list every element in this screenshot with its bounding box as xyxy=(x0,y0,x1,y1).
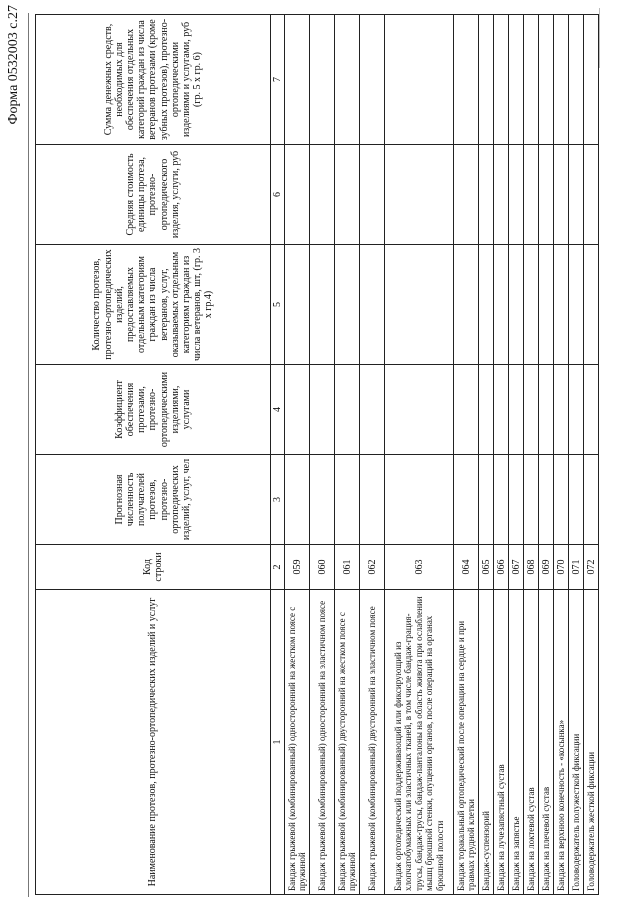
row-name: Головодержатель полужесткой фиксации xyxy=(569,590,584,895)
row-code: 072 xyxy=(584,545,599,590)
empty-cell xyxy=(385,145,454,245)
empty-cell xyxy=(310,455,335,545)
empty-cell xyxy=(509,15,524,145)
row-code: 060 xyxy=(310,545,335,590)
empty-cell xyxy=(285,455,310,545)
header-forecast: Прогнозная численность получателей протезов, протезно-ортопедических изделий, услуг, чел xyxy=(36,455,271,545)
row-name: Бандаж на лучезапястный сустав xyxy=(494,590,509,895)
empty-cell xyxy=(310,365,335,455)
column-number: 2 xyxy=(271,545,285,590)
row-code: 063 xyxy=(385,545,454,590)
row-name: Бандаж грыжевой (комбинированный) двусторонний на жестком поясе с пружиной xyxy=(335,590,360,895)
empty-cell xyxy=(479,245,494,365)
empty-cell xyxy=(554,455,569,545)
empty-cell xyxy=(385,15,454,145)
form-code: Форма 0532003 с.27 xyxy=(6,5,21,125)
table-row xyxy=(539,15,554,895)
column-number: 4 xyxy=(271,365,285,455)
row-code: 064 xyxy=(454,545,479,590)
empty-cell xyxy=(584,145,599,245)
empty-cell xyxy=(479,15,494,145)
empty-cell xyxy=(494,365,509,455)
empty-cell xyxy=(554,245,569,365)
table-row xyxy=(310,15,335,895)
row-name: Бандаж-суспензорий xyxy=(479,590,494,895)
empty-cell xyxy=(454,245,479,365)
empty-cell xyxy=(509,245,524,365)
empty-cell xyxy=(509,145,524,245)
table-row xyxy=(385,15,454,895)
header-total-sum: Сумма денежных средств, необходимых для обеспечения отдельных категорий граждан из числа ветеранов протезами (кроме зубных протезов), протезно-ортопедическими изделиями и услугами, руб (гр. 5 х гр. 6) xyxy=(36,15,271,145)
empty-cell xyxy=(335,455,360,545)
header-code: Код строки xyxy=(36,545,271,590)
empty-cell xyxy=(539,145,554,245)
empty-cell xyxy=(554,15,569,145)
empty-cell xyxy=(479,145,494,245)
header-avg-cost: Средняя стоимость единицы протеза, протезно-ортопедического изделия, услуги, руб xyxy=(36,145,271,245)
table-row xyxy=(494,15,509,895)
empty-cell xyxy=(569,15,584,145)
table-row xyxy=(479,15,494,895)
table-row xyxy=(509,15,524,895)
header-name: Наименование протезов, протезно-ортопедических изделий и услуг xyxy=(36,590,271,895)
empty-cell xyxy=(569,455,584,545)
empty-cell xyxy=(494,245,509,365)
row-code: 065 xyxy=(479,545,494,590)
empty-cell xyxy=(454,365,479,455)
budget-table xyxy=(35,14,599,895)
column-number-row xyxy=(271,15,285,895)
row-code: 062 xyxy=(360,545,385,590)
empty-cell xyxy=(584,455,599,545)
row-code: 070 xyxy=(554,545,569,590)
empty-cell xyxy=(524,145,539,245)
empty-cell xyxy=(385,455,454,545)
table-row xyxy=(584,15,599,895)
empty-cell xyxy=(360,365,385,455)
empty-cell xyxy=(335,145,360,245)
empty-cell xyxy=(569,145,584,245)
empty-cell xyxy=(584,15,599,145)
row-code: 061 xyxy=(335,545,360,590)
empty-cell xyxy=(584,245,599,365)
empty-cell xyxy=(454,145,479,245)
table-row xyxy=(554,15,569,895)
empty-cell xyxy=(569,365,584,455)
empty-cell xyxy=(285,15,310,145)
column-number: 1 xyxy=(271,590,285,895)
empty-cell xyxy=(539,15,554,145)
row-name: Бандаж на верхнюю конечность - «косынка» xyxy=(554,590,569,895)
table-row xyxy=(454,15,479,895)
header-coefficient: Коэффициент обеспечения протезами, протезно-ортопедическими изделиями, услугами xyxy=(36,365,271,455)
scan-mark xyxy=(599,8,600,68)
empty-cell xyxy=(310,15,335,145)
empty-cell xyxy=(554,365,569,455)
empty-cell xyxy=(310,145,335,245)
row-code: 066 xyxy=(494,545,509,590)
empty-cell xyxy=(494,15,509,145)
empty-cell xyxy=(479,455,494,545)
empty-cell xyxy=(479,365,494,455)
column-number: 3 xyxy=(271,455,285,545)
header-row xyxy=(36,15,271,895)
empty-cell xyxy=(454,455,479,545)
empty-cell xyxy=(454,15,479,145)
table-row xyxy=(360,15,385,895)
row-code: 071 xyxy=(569,545,584,590)
row-name: Бандаж на запястье xyxy=(509,590,524,895)
empty-cell xyxy=(385,245,454,365)
row-name: Бандаж на плечевой сустав xyxy=(539,590,554,895)
row-code: 059 xyxy=(285,545,310,590)
table-row xyxy=(569,15,584,895)
empty-cell xyxy=(360,15,385,145)
empty-cell xyxy=(310,245,335,365)
row-name: Бандаж ортопедический поддерживающий или фиксирующий из хлопчатобумажных или эластичных тканей, в том числе бандаж-грация-трусы, бандаж-трусы, бандаж-панталоны на область живота при ослаблении мышц брюшной стенки, опущении органов, после операций на органах брюшной полости xyxy=(385,590,454,895)
empty-cell xyxy=(509,455,524,545)
row-name: Бандаж торакальный ортопедический после операции на сердце и при травмах грудной клетки xyxy=(454,590,479,895)
empty-cell xyxy=(524,245,539,365)
empty-cell xyxy=(569,245,584,365)
empty-cell xyxy=(360,245,385,365)
column-number: 6 xyxy=(271,145,285,245)
empty-cell xyxy=(554,145,569,245)
empty-cell xyxy=(524,15,539,145)
empty-cell xyxy=(539,455,554,545)
empty-cell xyxy=(385,365,454,455)
top-rule xyxy=(28,13,29,897)
row-code: 068 xyxy=(524,545,539,590)
empty-cell xyxy=(285,365,310,455)
row-name: Бандаж на локтевой сустав xyxy=(524,590,539,895)
empty-cell xyxy=(335,365,360,455)
empty-cell xyxy=(509,365,524,455)
row-name: Бандаж грыжевой (комбинированный) односторонний на эластичном поясе xyxy=(310,590,335,895)
column-number: 7 xyxy=(271,15,285,145)
row-code: 067 xyxy=(509,545,524,590)
table-row xyxy=(285,15,310,895)
empty-cell xyxy=(285,245,310,365)
empty-cell xyxy=(360,455,385,545)
empty-cell xyxy=(335,15,360,145)
empty-cell xyxy=(584,365,599,455)
empty-cell xyxy=(494,455,509,545)
row-name: Бандаж грыжевой (комбинированный) двусторонний на эластичном поясе xyxy=(360,590,385,895)
empty-cell xyxy=(524,365,539,455)
row-name: Головодержатель жесткой фиксации xyxy=(584,590,599,895)
row-name: Бандаж грыжевой (комбинированный) односторонний на жестком поясе с пружиной xyxy=(285,590,310,895)
row-code: 069 xyxy=(539,545,554,590)
column-number: 5 xyxy=(271,245,285,365)
empty-cell xyxy=(524,455,539,545)
header-quantity: Количество протезов, протезно-ортопедических изделий, предоставляемых отдельным категориям граждан из числа ветеранов, услуг, оказываемых отдельным категориям граждан из числа ветеранов, шт, (гр. 3 х гр.4) xyxy=(36,245,271,365)
empty-cell xyxy=(539,365,554,455)
table-row xyxy=(524,15,539,895)
empty-cell xyxy=(285,145,310,245)
table-row xyxy=(335,15,360,895)
empty-cell xyxy=(335,245,360,365)
empty-cell xyxy=(539,245,554,365)
empty-cell xyxy=(360,145,385,245)
empty-cell xyxy=(494,145,509,245)
